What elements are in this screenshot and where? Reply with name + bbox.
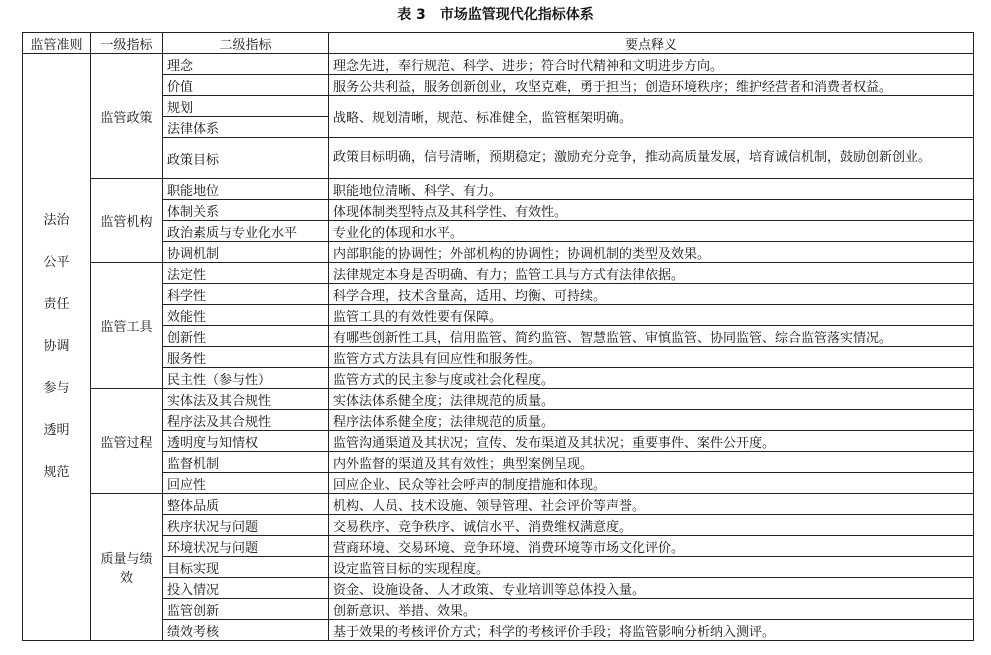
level2-cell: 目标实现 [163, 557, 329, 578]
table-row [23, 179, 974, 200]
level1-cell: 监管政策 [91, 54, 163, 179]
table-caption [0, 0, 991, 30]
level2-cell: 监督机制 [163, 452, 329, 473]
explanation-cell: 理念先进，奉行规范、科学、进步；符合时代精神和文明进步方向。 [329, 54, 974, 75]
table-number: 表 3 [397, 7, 426, 23]
table-row [23, 347, 974, 368]
level2-cell: 创新性 [163, 326, 329, 347]
table-row [23, 431, 974, 452]
table-row [23, 599, 974, 620]
explanation-cell: 政策目标明确，信号清晰，预期稳定；激励充分竞争，推动高质量发展，培育诚信机制，鼓励创新创业。 [329, 138, 974, 179]
explanation-cell: 有哪些创新性工具，信用监管、简约监管、智慧监管、审慎监管、协同监管、综合监管落实情况。 [329, 326, 974, 347]
explanation-cell: 营商环境、交易环境、竞争环境、消费环境等市场文化评价。 [329, 536, 974, 557]
principle-item: 透明 [43, 423, 70, 438]
level2-cell: 透明度与知情权 [163, 431, 329, 452]
header-principle: 监管准则 [23, 33, 91, 54]
level2-cell: 价值 [163, 75, 329, 96]
table-row [23, 138, 974, 179]
table-row [23, 221, 974, 242]
header-explanation: 要点释义 [329, 33, 974, 54]
table-row [23, 75, 974, 96]
table-row [23, 368, 974, 389]
explanation-cell: 专业化的体现和水平。 [329, 221, 974, 242]
table-row [23, 557, 974, 578]
level2-cell: 科学性 [163, 284, 329, 305]
level2-cell: 监管创新 [163, 599, 329, 620]
header-level2: 二级指标 [163, 33, 329, 54]
explanation-cell: 体现体制类型特点及其科学性、有效性。 [329, 200, 974, 221]
level2-cell: 体制关系 [163, 200, 329, 221]
level2-cell: 程序法及其合规性 [163, 410, 329, 431]
level2-cell: 回应性 [163, 473, 329, 494]
level2-cell: 法律体系 [163, 117, 329, 138]
table-row [23, 578, 974, 599]
explanation-cell: 资金、设施设备、人才政策、专业培训等总体投入量。 [329, 578, 974, 599]
level2-cell: 效能性 [163, 305, 329, 326]
explanation-cell: 职能地位清晰、科学、有力。 [329, 179, 974, 200]
table-row [23, 326, 974, 347]
table-row [23, 200, 974, 221]
level1-cell: 监管工具 [91, 263, 163, 389]
table-row [23, 473, 974, 494]
level1-cell: 监管过程 [91, 389, 163, 494]
level2-cell: 理念 [163, 54, 329, 75]
level2-cell: 环境状况与问题 [163, 536, 329, 557]
principle-cell [23, 54, 91, 641]
level2-cell: 实体法及其合规性 [163, 389, 329, 410]
table-row [23, 536, 974, 557]
explanation-cell: 监管方式方法具有回应性和服务性。 [329, 347, 974, 368]
level2-cell: 服务性 [163, 347, 329, 368]
header-row [23, 33, 974, 54]
table-row [23, 54, 974, 75]
header-level1: 一级指标 [91, 33, 163, 54]
principle-item: 法治 [43, 213, 70, 228]
principle-item: 责任 [43, 297, 70, 312]
table-row [23, 263, 974, 284]
table-row [23, 96, 974, 117]
principle-item: 规范 [43, 465, 70, 480]
explanation-cell: 机构、人员、技术设施、领导管理、社会评价等声誉。 [329, 494, 974, 515]
table-row [23, 452, 974, 473]
explanation-cell: 战略、规划清晰，规范、标准健全，监管框架明确。 [329, 96, 974, 138]
explanation-cell: 设定监管目标的实现程度。 [329, 557, 974, 578]
level2-cell: 规划 [163, 96, 329, 117]
table-row [23, 620, 974, 641]
level2-cell: 整体品质 [163, 494, 329, 515]
principle-item: 公平 [43, 255, 70, 270]
explanation-cell: 基于效果的考核评价方式；科学的考核评价手段；将监管影响分析纳入测评。 [329, 620, 974, 641]
level2-cell: 政治素质与专业化水平 [163, 221, 329, 242]
level2-cell: 秩序状况与问题 [163, 515, 329, 536]
table-row [23, 389, 974, 410]
level2-cell: 投入情况 [163, 578, 329, 599]
table-row [23, 515, 974, 536]
explanation-cell: 科学合理，技术含量高，适用、均衡、可持续。 [329, 284, 974, 305]
principle-item: 参与 [43, 381, 70, 396]
level2-cell: 职能地位 [163, 179, 329, 200]
principle-item: 协调 [43, 339, 70, 354]
explanation-cell: 回应企业、民众等社会呼声的制度措施和体现。 [329, 473, 974, 494]
explanation-cell: 程序法体系健全度；法律规范的质量。 [329, 410, 974, 431]
explanation-cell: 内外监督的渠道及其有效性；典型案例呈现。 [329, 452, 974, 473]
explanation-cell: 服务公共利益，服务创新创业，攻坚克难，勇于担当；创造环境秩序；维护经营者和消费者权益。 [329, 75, 974, 96]
table-title: 市场监管现代化指标体系 [439, 7, 594, 23]
level2-cell: 政策目标 [163, 138, 329, 179]
explanation-cell: 监管方式的民主参与度或社会化程度。 [329, 368, 974, 389]
explanation-cell: 监管工具的有效性要有保障。 [329, 305, 974, 326]
table-row [23, 305, 974, 326]
indicator-table [22, 32, 974, 641]
table-row [23, 242, 974, 263]
table-row [23, 410, 974, 431]
table-row [23, 284, 974, 305]
level2-cell: 法定性 [163, 263, 329, 284]
table-row [23, 494, 974, 515]
explanation-cell: 监管沟通渠道及其状况；宣传、发布渠道及其状况；重要事件、案件公开度。 [329, 431, 974, 452]
explanation-cell: 交易秩序、竞争秩序、诚信水平、消费维权满意度。 [329, 515, 974, 536]
explanation-cell: 法律规定本身是否明确、有力；监管工具与方式有法律依据。 [329, 263, 974, 284]
explanation-cell: 实体法体系健全度；法律规范的质量。 [329, 389, 974, 410]
explanation-cell: 内部职能的协调性；外部机构的协调性；协调机制的类型及效果。 [329, 242, 974, 263]
level2-cell: 协调机制 [163, 242, 329, 263]
level2-cell: 绩效考核 [163, 620, 329, 641]
level1-cell: 质量与绩效 [91, 494, 163, 641]
level2-cell: 民主性（参与性） [163, 368, 329, 389]
level1-cell: 监管机构 [91, 179, 163, 263]
explanation-cell: 创新意识、举措、效果。 [329, 599, 974, 620]
